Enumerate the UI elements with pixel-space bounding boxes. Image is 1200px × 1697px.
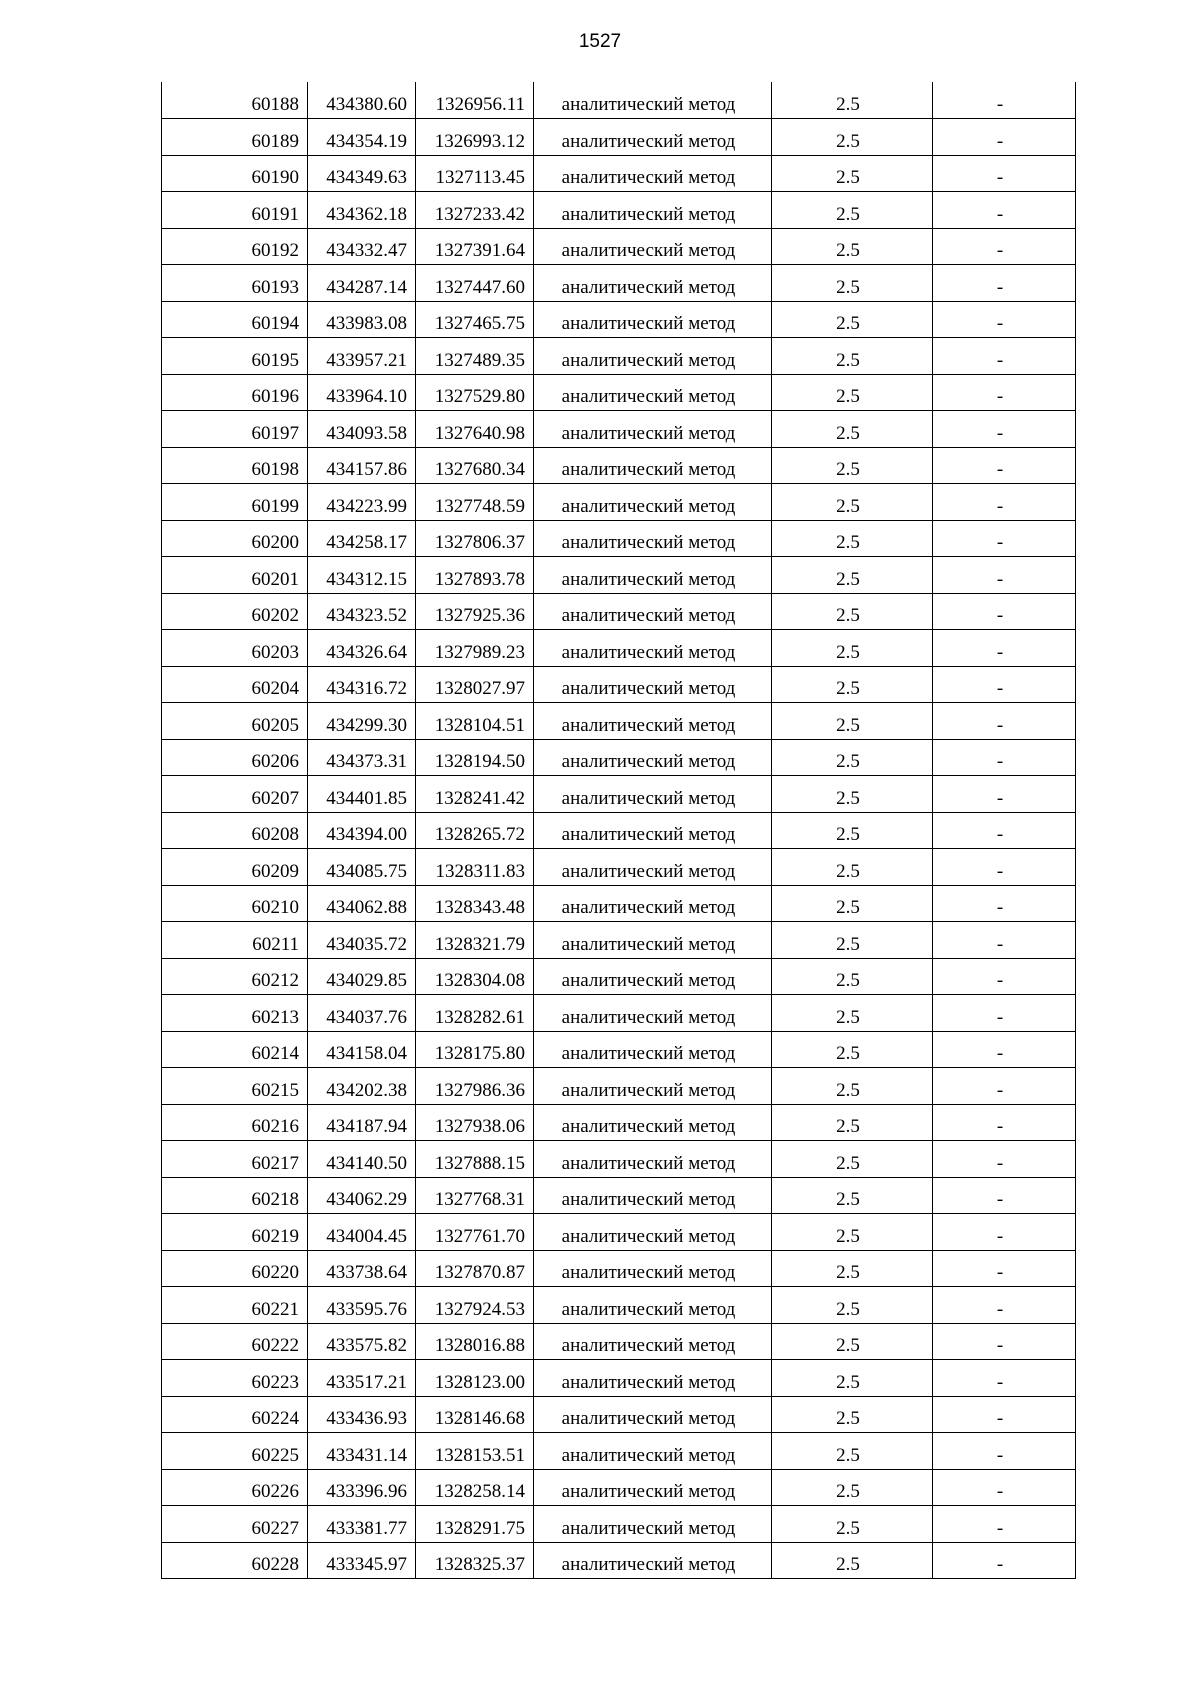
- note-cell: -: [933, 1250, 1076, 1287]
- note-cell: -: [933, 1433, 1076, 1470]
- point-id-cell: 60203: [162, 630, 308, 667]
- x-coordinate-cell: 434223.99: [308, 484, 416, 521]
- table-row: [162, 119, 1076, 156]
- y-coordinate-cell: 1327924.53: [416, 1287, 534, 1324]
- method-cell: аналитический метод: [534, 301, 772, 338]
- table-row: [162, 192, 1076, 229]
- y-coordinate-cell: 1328258.14: [416, 1469, 534, 1506]
- table-row: [162, 849, 1076, 886]
- y-coordinate-cell: 1328194.50: [416, 739, 534, 776]
- method-cell: аналитический метод: [534, 776, 772, 813]
- x-coordinate-cell: 433517.21: [308, 1360, 416, 1397]
- method-cell: аналитический метод: [534, 1396, 772, 1433]
- method-cell: аналитический метод: [534, 630, 772, 667]
- y-coordinate-cell: 1328321.79: [416, 922, 534, 959]
- table-row: [162, 338, 1076, 375]
- point-id-cell: 60202: [162, 593, 308, 630]
- y-coordinate-cell: 1326993.12: [416, 119, 534, 156]
- point-id-cell: 60217: [162, 1141, 308, 1178]
- page-number: 1527: [578, 31, 622, 52]
- method-cell: аналитический метод: [534, 520, 772, 557]
- accuracy-cell: 2.5: [772, 1506, 933, 1543]
- point-id-cell: 60224: [162, 1396, 308, 1433]
- x-coordinate-cell: 433381.77: [308, 1506, 416, 1543]
- point-id-cell: 60219: [162, 1214, 308, 1251]
- point-id-cell: 60193: [162, 265, 308, 302]
- method-cell: аналитический метод: [534, 885, 772, 922]
- accuracy-cell: 2.5: [772, 1469, 933, 1506]
- method-cell: аналитический метод: [534, 849, 772, 886]
- accuracy-cell: 2.5: [772, 301, 933, 338]
- method-cell: аналитический метод: [534, 411, 772, 448]
- method-cell: аналитический метод: [534, 1214, 772, 1251]
- y-coordinate-cell: 1327529.80: [416, 374, 534, 411]
- x-coordinate-cell: 434258.17: [308, 520, 416, 557]
- x-coordinate-cell: 434287.14: [308, 265, 416, 302]
- accuracy-cell: 2.5: [772, 958, 933, 995]
- y-coordinate-cell: 1328175.80: [416, 1031, 534, 1068]
- y-coordinate-cell: 1328304.08: [416, 958, 534, 995]
- x-coordinate-cell: 434062.29: [308, 1177, 416, 1214]
- method-cell: аналитический метод: [534, 1104, 772, 1141]
- accuracy-cell: 2.5: [772, 82, 933, 119]
- method-cell: аналитический метод: [534, 265, 772, 302]
- table-row: [162, 922, 1076, 959]
- point-id-cell: 60208: [162, 812, 308, 849]
- accuracy-cell: 2.5: [772, 666, 933, 703]
- method-cell: аналитический метод: [534, 155, 772, 192]
- point-id-cell: 60207: [162, 776, 308, 813]
- y-coordinate-cell: 1327489.35: [416, 338, 534, 375]
- x-coordinate-cell: 434202.38: [308, 1068, 416, 1105]
- accuracy-cell: 2.5: [772, 593, 933, 630]
- x-coordinate-cell: 434380.60: [308, 82, 416, 119]
- point-id-cell: 60221: [162, 1287, 308, 1324]
- x-coordinate-cell: 434316.72: [308, 666, 416, 703]
- x-coordinate-cell: 434373.31: [308, 739, 416, 776]
- method-cell: аналитический метод: [534, 1141, 772, 1178]
- table-row: [162, 228, 1076, 265]
- x-coordinate-cell: 434085.75: [308, 849, 416, 886]
- accuracy-cell: 2.5: [772, 1287, 933, 1324]
- accuracy-cell: 2.5: [772, 1214, 933, 1251]
- accuracy-cell: 2.5: [772, 922, 933, 959]
- x-coordinate-cell: 434187.94: [308, 1104, 416, 1141]
- y-coordinate-cell: 1327680.34: [416, 447, 534, 484]
- point-id-cell: 60189: [162, 119, 308, 156]
- table-row: [162, 1396, 1076, 1433]
- method-cell: аналитический метод: [534, 1360, 772, 1397]
- note-cell: -: [933, 1469, 1076, 1506]
- method-cell: аналитический метод: [534, 739, 772, 776]
- accuracy-cell: 2.5: [772, 1396, 933, 1433]
- table-row: [162, 1323, 1076, 1360]
- point-id-cell: 60214: [162, 1031, 308, 1068]
- point-id-cell: 60223: [162, 1360, 308, 1397]
- method-cell: аналитический метод: [534, 922, 772, 959]
- coordinates-table: [161, 82, 1076, 1579]
- point-id-cell: 60196: [162, 374, 308, 411]
- note-cell: -: [933, 119, 1076, 156]
- y-coordinate-cell: 1328241.42: [416, 776, 534, 813]
- point-id-cell: 60197: [162, 411, 308, 448]
- table-row: [162, 995, 1076, 1032]
- note-cell: -: [933, 1542, 1076, 1579]
- y-coordinate-cell: 1327938.06: [416, 1104, 534, 1141]
- table-row: [162, 484, 1076, 521]
- table-row: [162, 557, 1076, 594]
- accuracy-cell: 2.5: [772, 1177, 933, 1214]
- point-id-cell: 60204: [162, 666, 308, 703]
- table-row: [162, 1360, 1076, 1397]
- note-cell: -: [933, 958, 1076, 995]
- table-row: [162, 1506, 1076, 1543]
- point-id-cell: 60213: [162, 995, 308, 1032]
- table-row: [162, 703, 1076, 740]
- accuracy-cell: 2.5: [772, 630, 933, 667]
- x-coordinate-cell: 434354.19: [308, 119, 416, 156]
- y-coordinate-cell: 1327986.36: [416, 1068, 534, 1105]
- y-coordinate-cell: 1327447.60: [416, 265, 534, 302]
- point-id-cell: 60216: [162, 1104, 308, 1141]
- note-cell: -: [933, 374, 1076, 411]
- note-cell: -: [933, 484, 1076, 521]
- method-cell: аналитический метод: [534, 447, 772, 484]
- method-cell: аналитический метод: [534, 1469, 772, 1506]
- method-cell: аналитический метод: [534, 228, 772, 265]
- accuracy-cell: 2.5: [772, 484, 933, 521]
- table-row: [162, 1542, 1076, 1579]
- note-cell: -: [933, 447, 1076, 484]
- x-coordinate-cell: 433431.14: [308, 1433, 416, 1470]
- accuracy-cell: 2.5: [772, 1323, 933, 1360]
- method-cell: аналитический метод: [534, 1031, 772, 1068]
- method-cell: аналитический метод: [534, 119, 772, 156]
- point-id-cell: 60210: [162, 885, 308, 922]
- y-coordinate-cell: 1328153.51: [416, 1433, 534, 1470]
- accuracy-cell: 2.5: [772, 520, 933, 557]
- accuracy-cell: 2.5: [772, 812, 933, 849]
- table-row: [162, 520, 1076, 557]
- point-id-cell: 60228: [162, 1542, 308, 1579]
- accuracy-cell: 2.5: [772, 374, 933, 411]
- point-id-cell: 60225: [162, 1433, 308, 1470]
- accuracy-cell: 2.5: [772, 119, 933, 156]
- table-row: [162, 374, 1076, 411]
- note-cell: -: [933, 265, 1076, 302]
- method-cell: аналитический метод: [534, 1506, 772, 1543]
- note-cell: -: [933, 593, 1076, 630]
- x-coordinate-cell: 434029.85: [308, 958, 416, 995]
- point-id-cell: 60206: [162, 739, 308, 776]
- accuracy-cell: 2.5: [772, 228, 933, 265]
- note-cell: -: [933, 739, 1076, 776]
- table-row: [162, 447, 1076, 484]
- method-cell: аналитический метод: [534, 1068, 772, 1105]
- y-coordinate-cell: 1327748.59: [416, 484, 534, 521]
- note-cell: -: [933, 630, 1076, 667]
- method-cell: аналитический метод: [534, 812, 772, 849]
- accuracy-cell: 2.5: [772, 1360, 933, 1397]
- x-coordinate-cell: 434394.00: [308, 812, 416, 849]
- y-coordinate-cell: 1328016.88: [416, 1323, 534, 1360]
- x-coordinate-cell: 434332.47: [308, 228, 416, 265]
- y-coordinate-cell: 1328123.00: [416, 1360, 534, 1397]
- note-cell: -: [933, 1396, 1076, 1433]
- y-coordinate-cell: 1328291.75: [416, 1506, 534, 1543]
- method-cell: аналитический метод: [534, 958, 772, 995]
- method-cell: аналитический метод: [534, 1177, 772, 1214]
- accuracy-cell: 2.5: [772, 1068, 933, 1105]
- note-cell: -: [933, 520, 1076, 557]
- accuracy-cell: 2.5: [772, 1433, 933, 1470]
- table-row: [162, 958, 1076, 995]
- point-id-cell: 60199: [162, 484, 308, 521]
- x-coordinate-cell: 434035.72: [308, 922, 416, 959]
- method-cell: аналитический метод: [534, 1433, 772, 1470]
- y-coordinate-cell: 1327640.98: [416, 411, 534, 448]
- point-id-cell: 60191: [162, 192, 308, 229]
- table-row: [162, 1469, 1076, 1506]
- accuracy-cell: 2.5: [772, 557, 933, 594]
- table-row: [162, 1433, 1076, 1470]
- y-coordinate-cell: 1328104.51: [416, 703, 534, 740]
- x-coordinate-cell: 434323.52: [308, 593, 416, 630]
- accuracy-cell: 2.5: [772, 192, 933, 229]
- table-row: [162, 1214, 1076, 1251]
- table-row: [162, 593, 1076, 630]
- note-cell: -: [933, 192, 1076, 229]
- table-row: [162, 265, 1076, 302]
- method-cell: аналитический метод: [534, 1287, 772, 1324]
- note-cell: -: [933, 228, 1076, 265]
- accuracy-cell: 2.5: [772, 849, 933, 886]
- point-id-cell: 60201: [162, 557, 308, 594]
- method-cell: аналитический метод: [534, 703, 772, 740]
- note-cell: -: [933, 1141, 1076, 1178]
- table-row: [162, 1287, 1076, 1324]
- x-coordinate-cell: 433738.64: [308, 1250, 416, 1287]
- x-coordinate-cell: 434401.85: [308, 776, 416, 813]
- table-row: [162, 1104, 1076, 1141]
- method-cell: аналитический метод: [534, 557, 772, 594]
- method-cell: аналитический метод: [534, 666, 772, 703]
- point-id-cell: 60190: [162, 155, 308, 192]
- point-id-cell: 60218: [162, 1177, 308, 1214]
- x-coordinate-cell: 434299.30: [308, 703, 416, 740]
- table-row: [162, 155, 1076, 192]
- y-coordinate-cell: 1327893.78: [416, 557, 534, 594]
- x-coordinate-cell: 433345.97: [308, 1542, 416, 1579]
- note-cell: -: [933, 1360, 1076, 1397]
- table-row: [162, 666, 1076, 703]
- y-coordinate-cell: 1328282.61: [416, 995, 534, 1032]
- x-coordinate-cell: 434037.76: [308, 995, 416, 1032]
- note-cell: -: [933, 1104, 1076, 1141]
- table-row: [162, 1141, 1076, 1178]
- x-coordinate-cell: 434326.64: [308, 630, 416, 667]
- method-cell: аналитический метод: [534, 1542, 772, 1579]
- x-coordinate-cell: 434004.45: [308, 1214, 416, 1251]
- x-coordinate-cell: 433983.08: [308, 301, 416, 338]
- accuracy-cell: 2.5: [772, 739, 933, 776]
- accuracy-cell: 2.5: [772, 1104, 933, 1141]
- note-cell: -: [933, 995, 1076, 1032]
- table-row: [162, 411, 1076, 448]
- table-row: [162, 1068, 1076, 1105]
- note-cell: -: [933, 1214, 1076, 1251]
- table-row: [162, 630, 1076, 667]
- y-coordinate-cell: 1327113.45: [416, 155, 534, 192]
- method-cell: аналитический метод: [534, 1323, 772, 1360]
- accuracy-cell: 2.5: [772, 1542, 933, 1579]
- note-cell: -: [933, 155, 1076, 192]
- y-coordinate-cell: 1327465.75: [416, 301, 534, 338]
- method-cell: аналитический метод: [534, 374, 772, 411]
- point-id-cell: 60226: [162, 1469, 308, 1506]
- note-cell: -: [933, 849, 1076, 886]
- x-coordinate-cell: 433436.93: [308, 1396, 416, 1433]
- x-coordinate-cell: 433957.21: [308, 338, 416, 375]
- accuracy-cell: 2.5: [772, 265, 933, 302]
- note-cell: -: [933, 557, 1076, 594]
- y-coordinate-cell: 1327989.23: [416, 630, 534, 667]
- x-coordinate-cell: 433964.10: [308, 374, 416, 411]
- y-coordinate-cell: 1328325.37: [416, 1542, 534, 1579]
- point-id-cell: 60198: [162, 447, 308, 484]
- note-cell: -: [933, 703, 1076, 740]
- y-coordinate-cell: 1327925.36: [416, 593, 534, 630]
- method-cell: аналитический метод: [534, 484, 772, 521]
- table-row: [162, 1177, 1076, 1214]
- accuracy-cell: 2.5: [772, 155, 933, 192]
- note-cell: -: [933, 776, 1076, 813]
- table-row: [162, 885, 1076, 922]
- table-row: [162, 812, 1076, 849]
- y-coordinate-cell: 1327761.70: [416, 1214, 534, 1251]
- accuracy-cell: 2.5: [772, 447, 933, 484]
- accuracy-cell: 2.5: [772, 411, 933, 448]
- x-coordinate-cell: 434062.88: [308, 885, 416, 922]
- point-id-cell: 60195: [162, 338, 308, 375]
- accuracy-cell: 2.5: [772, 338, 933, 375]
- note-cell: -: [933, 1287, 1076, 1324]
- accuracy-cell: 2.5: [772, 1250, 933, 1287]
- y-coordinate-cell: 1328146.68: [416, 1396, 534, 1433]
- table-row: [162, 739, 1076, 776]
- point-id-cell: 60215: [162, 1068, 308, 1105]
- table-row: [162, 1250, 1076, 1287]
- note-cell: -: [933, 1177, 1076, 1214]
- note-cell: -: [933, 411, 1076, 448]
- y-coordinate-cell: 1327391.64: [416, 228, 534, 265]
- x-coordinate-cell: 434349.63: [308, 155, 416, 192]
- method-cell: аналитический метод: [534, 192, 772, 229]
- x-coordinate-cell: 433575.82: [308, 1323, 416, 1360]
- accuracy-cell: 2.5: [772, 1141, 933, 1178]
- point-id-cell: 60200: [162, 520, 308, 557]
- point-id-cell: 60227: [162, 1506, 308, 1543]
- x-coordinate-cell: 434362.18: [308, 192, 416, 229]
- y-coordinate-cell: 1328027.97: [416, 666, 534, 703]
- note-cell: -: [933, 82, 1076, 119]
- accuracy-cell: 2.5: [772, 776, 933, 813]
- y-coordinate-cell: 1328265.72: [416, 812, 534, 849]
- note-cell: -: [933, 338, 1076, 375]
- method-cell: аналитический метод: [534, 593, 772, 630]
- method-cell: аналитический метод: [534, 338, 772, 375]
- x-coordinate-cell: 434158.04: [308, 1031, 416, 1068]
- note-cell: -: [933, 1323, 1076, 1360]
- x-coordinate-cell: 434157.86: [308, 447, 416, 484]
- x-coordinate-cell: 433396.96: [308, 1469, 416, 1506]
- x-coordinate-cell: 433595.76: [308, 1287, 416, 1324]
- accuracy-cell: 2.5: [772, 885, 933, 922]
- point-id-cell: 60209: [162, 849, 308, 886]
- note-cell: -: [933, 885, 1076, 922]
- point-id-cell: 60188: [162, 82, 308, 119]
- method-cell: аналитический метод: [534, 995, 772, 1032]
- y-coordinate-cell: 1327806.37: [416, 520, 534, 557]
- accuracy-cell: 2.5: [772, 703, 933, 740]
- table-row: [162, 301, 1076, 338]
- method-cell: аналитический метод: [534, 1250, 772, 1287]
- coordinates-table-body: [162, 82, 1076, 1579]
- table-row: [162, 1031, 1076, 1068]
- x-coordinate-cell: 434140.50: [308, 1141, 416, 1178]
- method-cell: аналитический метод: [534, 82, 772, 119]
- note-cell: -: [933, 666, 1076, 703]
- y-coordinate-cell: 1328343.48: [416, 885, 534, 922]
- x-coordinate-cell: 434093.58: [308, 411, 416, 448]
- x-coordinate-cell: 434312.15: [308, 557, 416, 594]
- y-coordinate-cell: 1328311.83: [416, 849, 534, 886]
- y-coordinate-cell: 1326956.11: [416, 82, 534, 119]
- point-id-cell: 60212: [162, 958, 308, 995]
- table-row: [162, 82, 1076, 119]
- note-cell: -: [933, 1068, 1076, 1105]
- point-id-cell: 60194: [162, 301, 308, 338]
- note-cell: -: [933, 301, 1076, 338]
- point-id-cell: 60205: [162, 703, 308, 740]
- point-id-cell: 60222: [162, 1323, 308, 1360]
- note-cell: -: [933, 1506, 1076, 1543]
- table-row: [162, 776, 1076, 813]
- y-coordinate-cell: 1327233.42: [416, 192, 534, 229]
- accuracy-cell: 2.5: [772, 995, 933, 1032]
- point-id-cell: 60192: [162, 228, 308, 265]
- y-coordinate-cell: 1327888.15: [416, 1141, 534, 1178]
- note-cell: -: [933, 922, 1076, 959]
- accuracy-cell: 2.5: [772, 1031, 933, 1068]
- y-coordinate-cell: 1327870.87: [416, 1250, 534, 1287]
- note-cell: -: [933, 1031, 1076, 1068]
- point-id-cell: 60211: [162, 922, 308, 959]
- note-cell: -: [933, 812, 1076, 849]
- point-id-cell: 60220: [162, 1250, 308, 1287]
- y-coordinate-cell: 1327768.31: [416, 1177, 534, 1214]
